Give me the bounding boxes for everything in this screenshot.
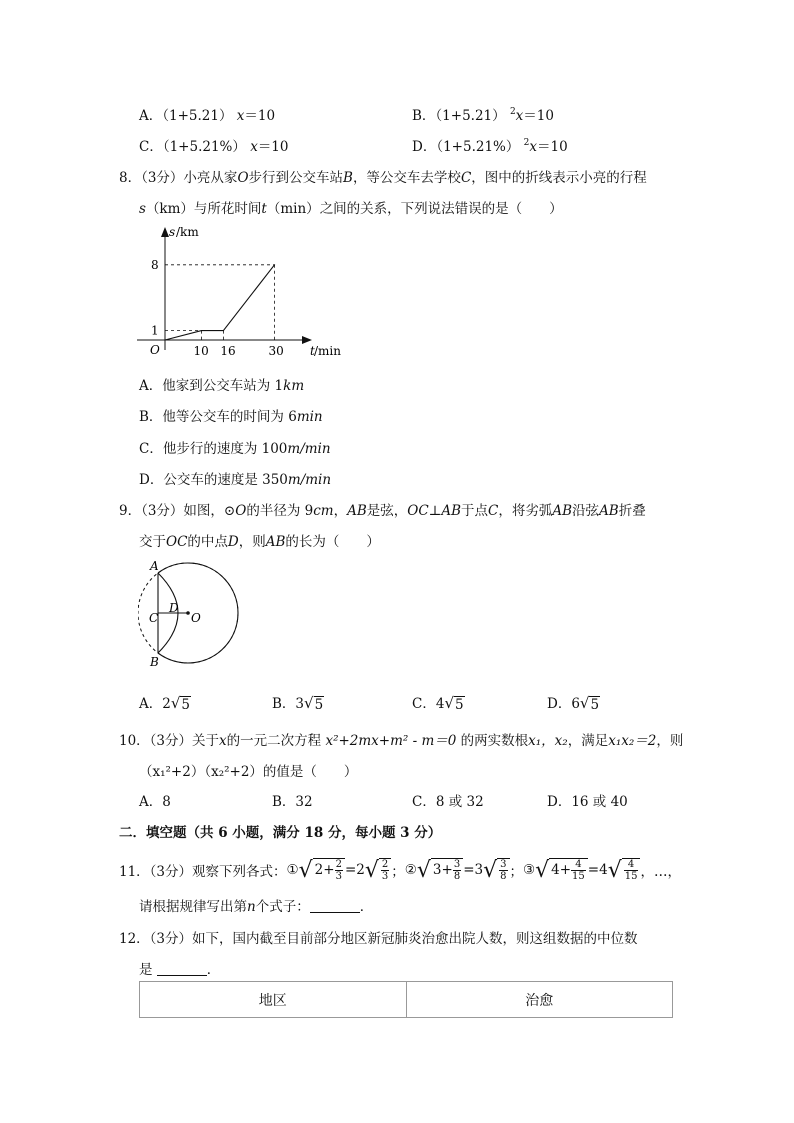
label-b: B <box>150 655 159 669</box>
q9-stem-line1: 9．（3分）如图，⊙O的半径为 9cm，AB是弦，OC⊥AB于点C，将劣弧AB沿弦AB折叠 <box>119 503 646 519</box>
q9-option-d: D．6√5 <box>547 694 600 713</box>
table-row <box>140 982 673 1018</box>
q10-option-c: C．8 或 32 <box>412 794 484 810</box>
series-line <box>165 265 275 340</box>
q8-option-d: D．公交车的速度是 350m/min <box>139 472 332 488</box>
q9-option-a: A．2√5 <box>139 694 190 713</box>
x-axis-label-unit: /min <box>314 344 341 358</box>
point-o <box>186 611 190 615</box>
q12-stem-line2: 是 ． <box>139 962 221 978</box>
q12-stem-line1: 12．（3分）如下，国内截至目前部分地区新冠肺炎治愈出院人数，则这组数据的中位数 <box>119 931 638 947</box>
y-tick-label-0: 1 <box>151 323 159 338</box>
data-point-3 <box>274 264 275 265</box>
data-point-1 <box>201 330 202 331</box>
label-c: C <box>149 611 159 625</box>
q12-table <box>139 981 673 1018</box>
q11-stem-line2: 请根据规律写出第n个式子： ． <box>139 899 374 915</box>
q8-distance-time-chart <box>130 222 350 362</box>
data-point-2 <box>223 330 224 331</box>
q11-stem-line1: 11．（3分）观察下列各式： ① √ 2+ $\frac{2}{3}$ = 2 √ $\frac{2}{3}$ ； ② √ 3+ $\frac{3}{8}$ = 3 √ $\frac{3}{8}$ ； ③ √ 4+ $\frac{4}{15}$ = 4 √ $\frac{4}{15}$ ，…， <box>119 857 681 883</box>
q10-stem-line1: 10．（3分）关于x的一元二次方程 x²+2mx+m² - m＝0 的两实数根x₁，x₂，满足x₁x₂＝2，则 <box>119 733 684 749</box>
label-d: D <box>169 601 179 615</box>
section-heading-fill-in: 二．填空题（共 6 小题，满分 18 分，每小题 3 分） <box>119 825 442 841</box>
x-axis-arrow <box>302 336 312 344</box>
q8-stem-line2: s（km）与所花时间t（min）之间的关系，下列说法错误的是（ ） <box>139 201 563 217</box>
q9-option-c: C．4√5 <box>412 694 464 713</box>
q8-option-a: A．他家到公交车站为 1km <box>139 378 305 394</box>
data-point-0 <box>164 339 165 340</box>
x-tick-label-1: 16 <box>220 344 236 358</box>
table-header-region: 地区 <box>140 982 407 1018</box>
y-tick-label-1: 8 <box>151 257 159 272</box>
q9-option-b: B．3√5 <box>272 694 324 713</box>
q9-stem-line2: 交于OC的中点D，则AB的长为（ ） <box>139 534 380 550</box>
q10-option-b: B．32 <box>272 794 313 810</box>
q9-circle-figure <box>138 558 248 670</box>
q7-option-a: A．（1+5.21） x＝10 <box>139 108 276 124</box>
q7-option-c: C．（1+5.21%） x＝10 <box>139 139 289 155</box>
y-axis-arrow <box>161 227 169 237</box>
origin-label: O <box>150 343 160 357</box>
label-a: A <box>150 559 159 573</box>
x-tick-label-2: 30 <box>268 344 284 358</box>
q11-answer-blank[interactable] <box>310 900 360 913</box>
table-header-cured: 治愈 <box>406 982 673 1018</box>
q8-option-b: B．他等公交车的时间为 6min <box>139 409 323 425</box>
x-axis-label-t: t <box>310 344 315 358</box>
q10-option-d: D．16 或 40 <box>547 794 628 810</box>
q8-option-c: C．他步行的速度为 100m/min <box>139 441 331 457</box>
q10-stem-line2: （x₁²+2）（x₂²+2）的值是（ ） <box>139 764 358 780</box>
q7-option-b: B．（1+5.21） $^2$x＝10 <box>412 107 554 124</box>
q8-stem-line1: 8．（3分）小亮从家O步行到公交车站B，等公交车去学校C，图中的折线表示小亮的行程 <box>119 170 647 186</box>
q12-answer-blank[interactable] <box>157 963 207 976</box>
q10-option-a: A．8 <box>139 794 171 810</box>
x-tick-label-0: 10 <box>193 344 209 358</box>
q7-option-d: D．（1+5.21%） $^2$x＝10 <box>412 138 568 155</box>
y-axis-label-unit: /km <box>176 225 199 239</box>
label-o: O <box>191 611 201 625</box>
y-axis-label-s: s <box>169 225 176 239</box>
